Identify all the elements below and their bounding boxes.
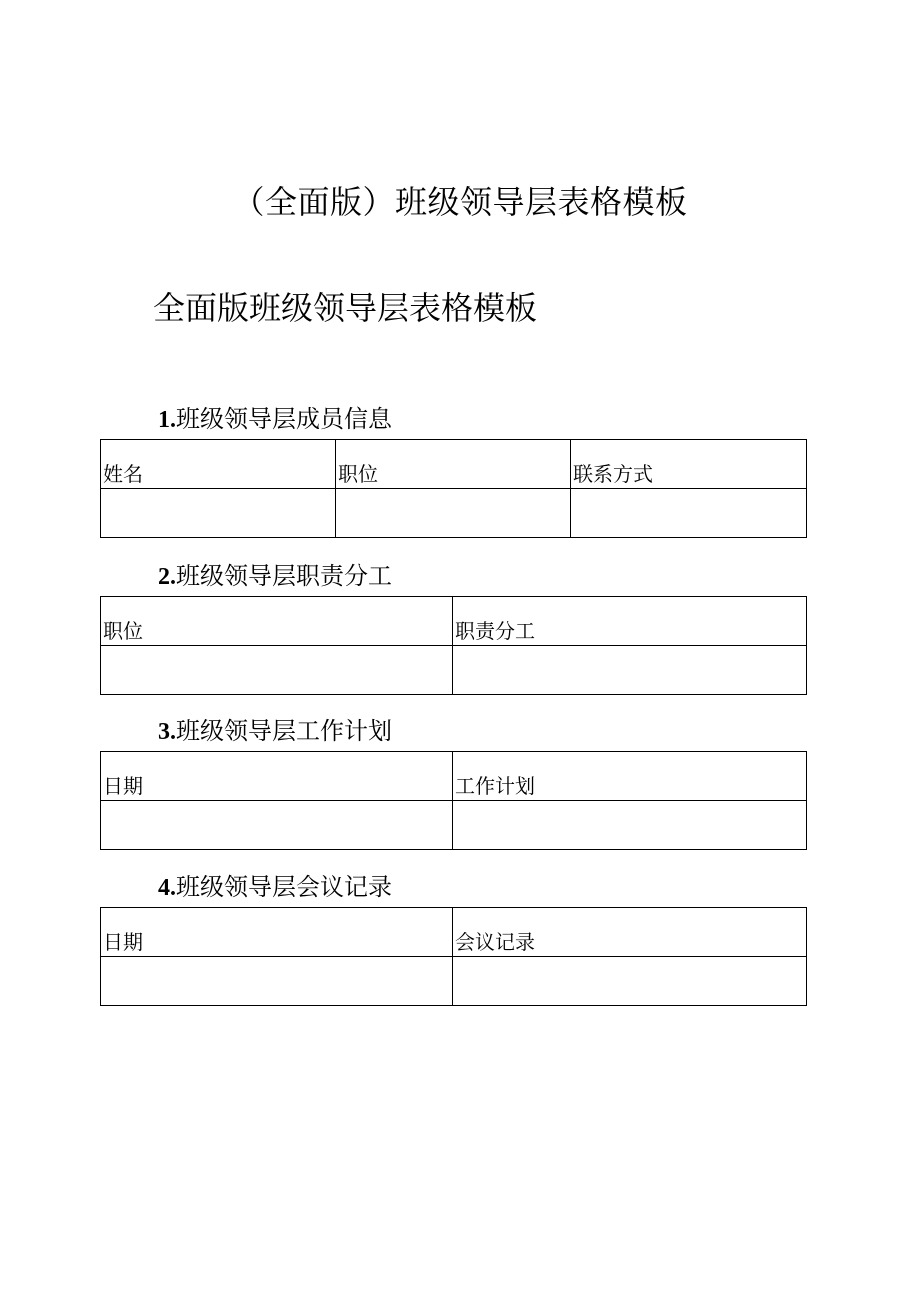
contact-cell[interactable]: [571, 489, 807, 538]
section-work-plan: [100, 711, 806, 850]
work-plan-table: [100, 751, 807, 850]
section-heading-text: 班级领导层成员信息: [176, 405, 392, 433]
section-heading-text: 班级领导层职责分工: [176, 562, 392, 590]
section-number: 4.: [158, 875, 176, 901]
column-header-duty: 职责分工: [453, 597, 807, 646]
section-heading: [158, 556, 806, 596]
column-header-position: 职位: [101, 597, 453, 646]
position-cell[interactable]: [101, 646, 453, 695]
table-row: [101, 646, 807, 695]
column-header-date: 日期: [101, 908, 453, 957]
position-cell[interactable]: [336, 489, 571, 538]
section-member-info: [100, 399, 806, 538]
document-subtitle: 全面版班级领导层表格模板: [153, 289, 538, 327]
meeting-minutes-table: [100, 907, 807, 1006]
column-header-contact: 联系方式: [571, 440, 807, 489]
column-header-meeting-minutes: 会议记录: [453, 908, 807, 957]
section-duty-division: [100, 556, 806, 695]
table-row: [101, 801, 807, 850]
table-row: [101, 957, 807, 1006]
section-number: 1.: [158, 407, 176, 433]
section-heading-text: 班级领导层会议记录: [176, 873, 392, 901]
table-row: [101, 489, 807, 538]
name-cell[interactable]: [101, 489, 336, 538]
table-header-row: [101, 752, 807, 801]
section-heading-text: 班级领导层工作计划: [176, 717, 392, 745]
column-header-date: 日期: [101, 752, 453, 801]
section-number: 3.: [158, 719, 176, 745]
section-heading: [158, 399, 806, 439]
table-header-row: [101, 597, 807, 646]
column-header-position: 职位: [336, 440, 571, 489]
meeting-minutes-cell[interactable]: [453, 957, 807, 1006]
table-header-row: [101, 440, 807, 489]
member-info-table: [100, 439, 807, 538]
section-number: 2.: [158, 564, 176, 590]
column-header-work-plan: 工作计划: [453, 752, 807, 801]
date-cell[interactable]: [101, 801, 453, 850]
work-plan-cell[interactable]: [453, 801, 807, 850]
document-title: （全面版）班级领导层表格模板: [232, 183, 688, 221]
column-header-name: 姓名: [101, 440, 336, 489]
section-heading: [158, 867, 806, 907]
section-heading: [158, 711, 806, 751]
date-cell[interactable]: [101, 957, 453, 1006]
table-header-row: [101, 908, 807, 957]
duty-division-table: [100, 596, 807, 695]
section-meeting-minutes: [100, 867, 806, 1006]
duty-cell[interactable]: [453, 646, 807, 695]
